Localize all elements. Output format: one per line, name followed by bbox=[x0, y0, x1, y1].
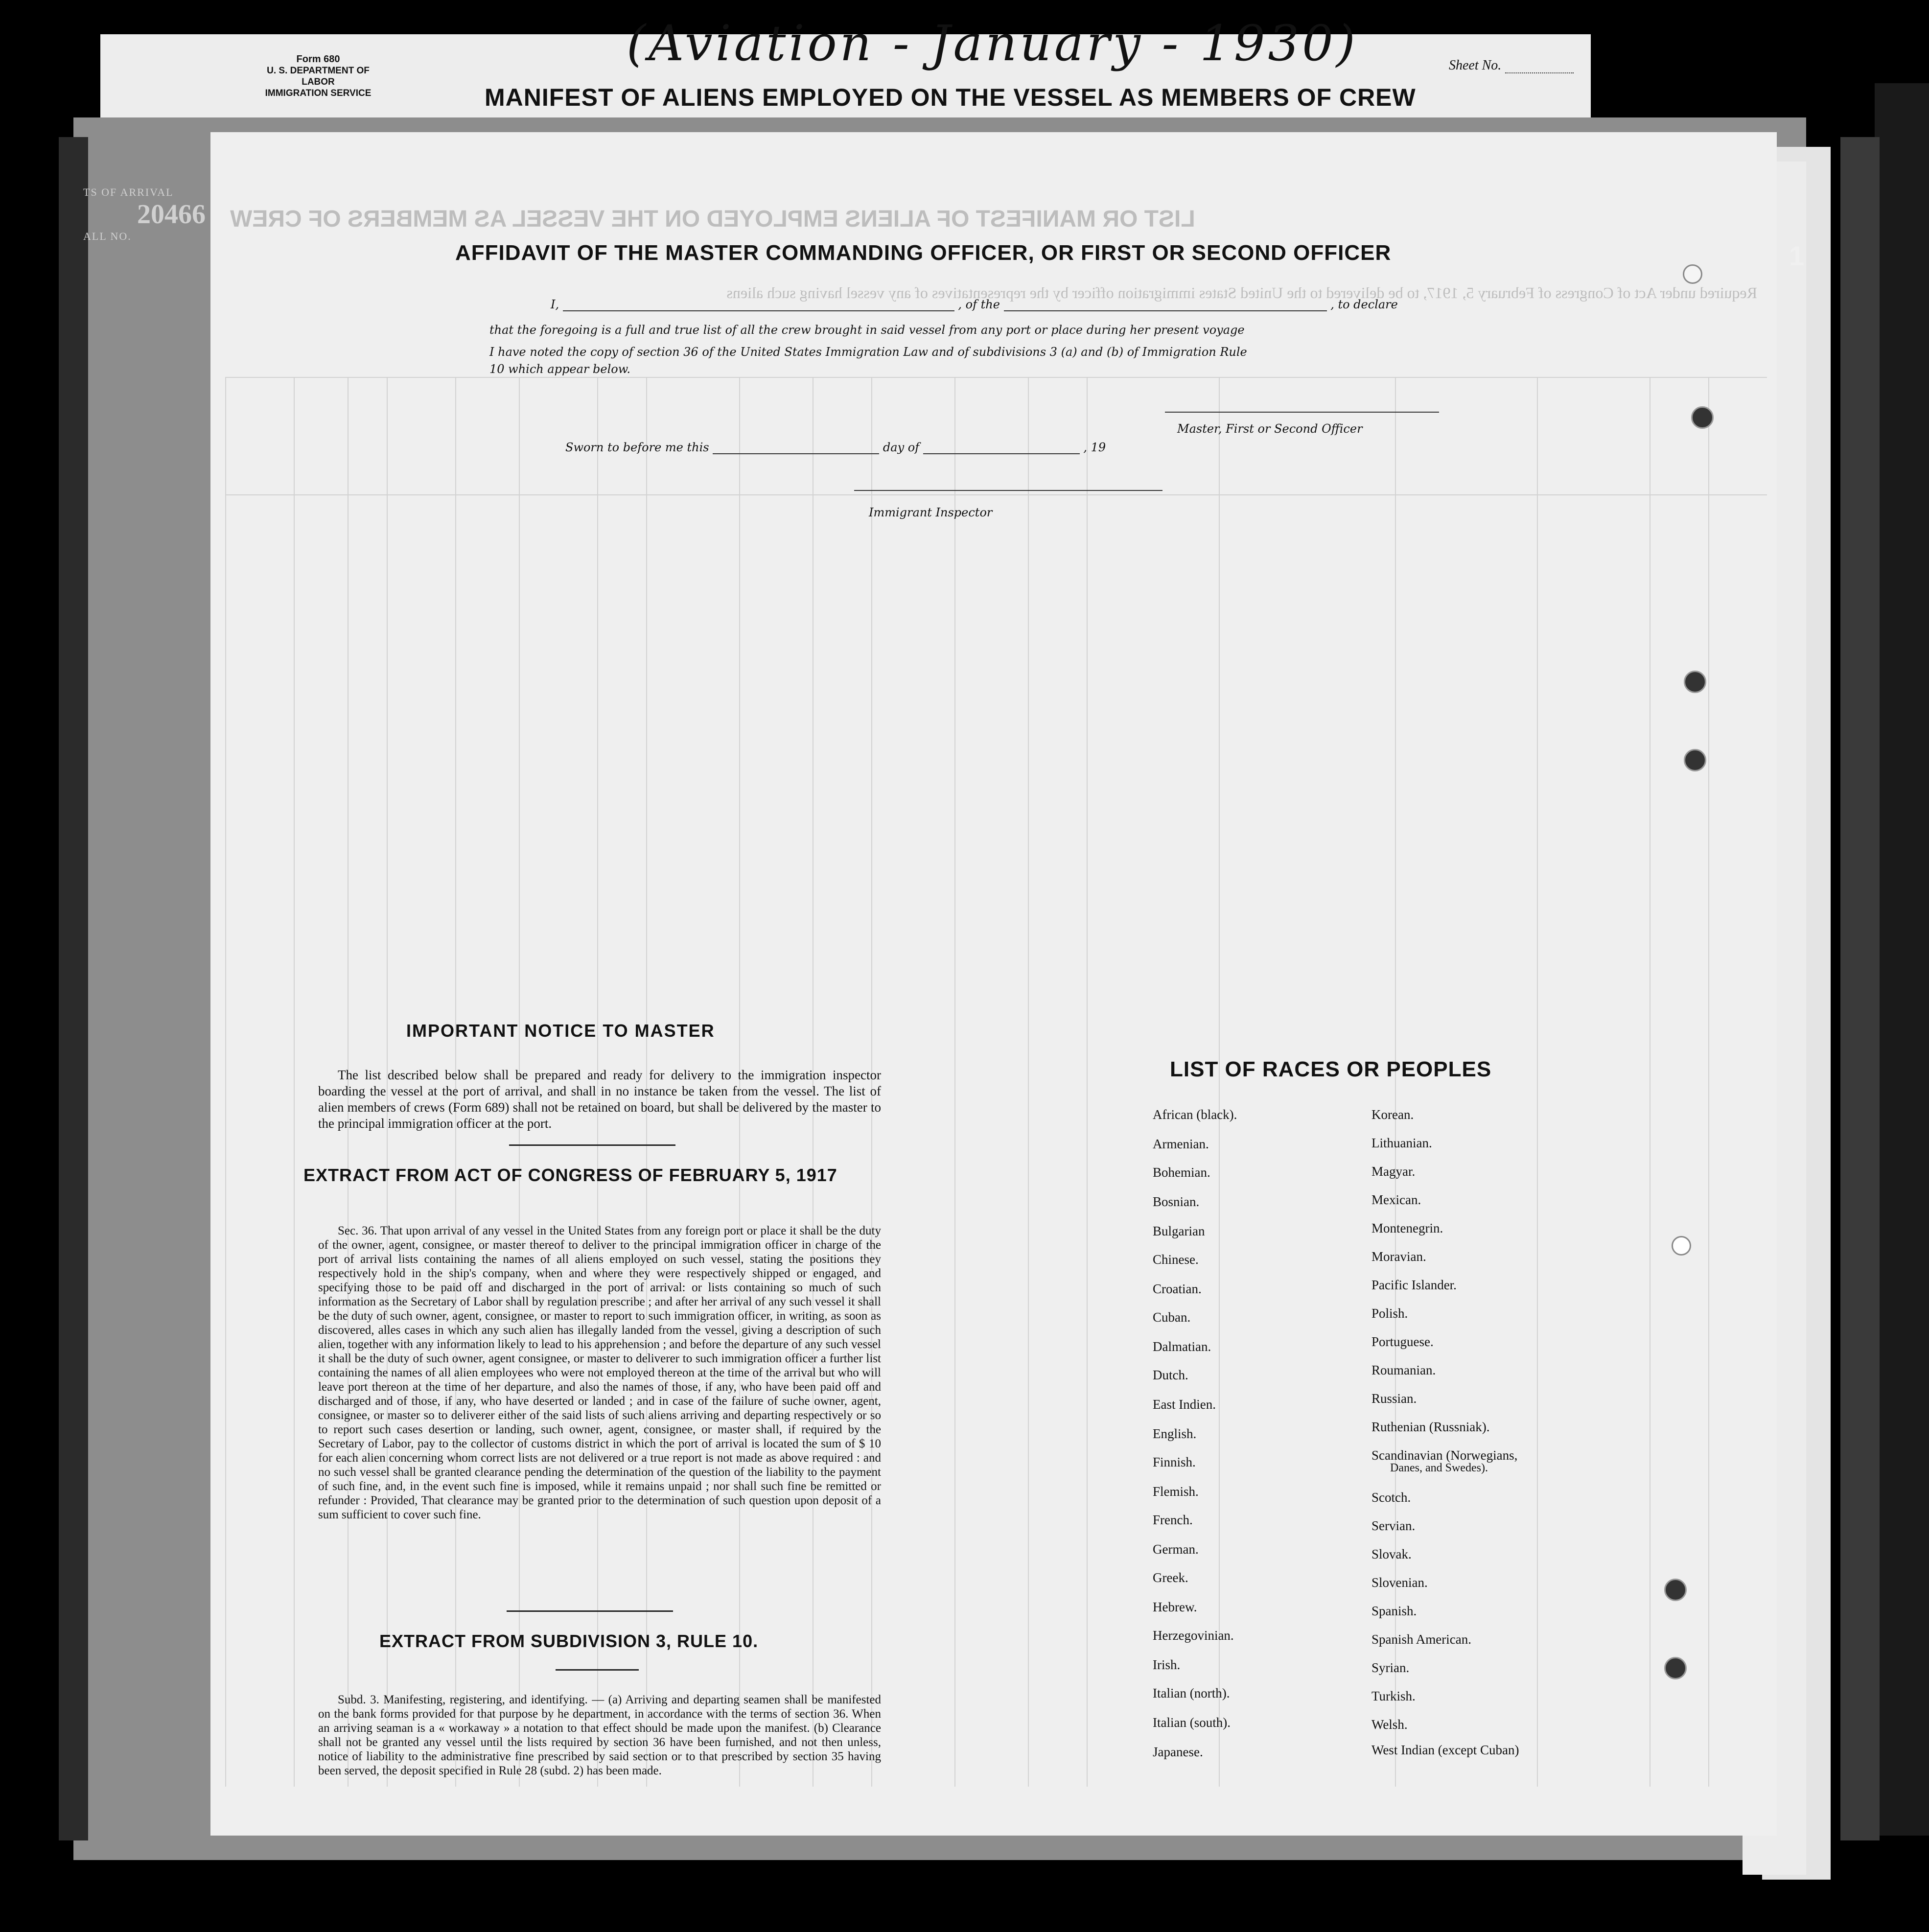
month-blank[interactable] bbox=[923, 443, 1080, 454]
right-edge-strip-inner bbox=[1840, 137, 1880, 1840]
extract-act-text: Sec. 36. That upon arrival of any vessel in the United States from any foreign port or place it shall be the duty of the owner, agent, consignee, or master thereof to deliver to the principal immigration officer in charge of the port of arrival lists containing the names of all aliens employed on such vessel, stating the positions they respectively hold in the ship's company, when and where they were respectively shipped or engaged, and specifying those to be paid off and discharged in the port of arrival: or lists containing so much of such information as the Secretary of Labor shall by regulation prescribe ; and after her arrival of any such vessel it shall be the duty of such owner, agent, consignee, or master to report to such immigration officer, in writing, as soon as discovered, alles cases in which any such alien has illegally landed from the vessel, giving a description of such alien, together with any information likely to lead to his apprehension ; and before the departure of any such vessel it shall be the duty of such owner, agent consignee, or master to deliverer to such immigration officer a further list containing the names of all alien employees who were not employed thereon at the time of the arrival but who will leave port thereon at the time of her departure, and also the names of those, if any, who have been paid off and discharged and of those, if any, who have deserted or landed ; and in case of the failure of suche owner, agent, consignee, or master so to deliverer either of the said lists of such aliens arriving and departing respectively or so to report such cases desertion or landing, such owner, agent, consignee, or master shall, if required by the Secretary of Labor, pay to the collector of customs district in which the port of arrival is located the sum of $ 10 for each alien concerning whom correct lists are not delivered or a true report is not made as above required : and no such vessel shall be granted clearance pending the determination of the question of the liability to the payment of such fine, and, in the event such fine is imposed, while it remains unpaid ; nor shall such fine be remitted or refunder : Provided, That clearance may be granted prior to the determination of such question upon deposit of a sum sufficient to cover such fine. bbox=[318, 1224, 881, 1521]
day-of-label: day of bbox=[883, 441, 920, 454]
race-item: Spanish. bbox=[1371, 1604, 1417, 1618]
race-item: Lithuanian. bbox=[1371, 1136, 1432, 1150]
side-number: 1 bbox=[1789, 240, 1805, 271]
race-item: Roumanian. bbox=[1371, 1363, 1436, 1377]
binder-hole bbox=[1664, 1579, 1687, 1601]
extract-rule-text: Subd. 3. Manifesting, registering, and identifying. — (a) Arriving and departing seamen shall be manifested on the bank forms provided for that purpose by he department, in accordance with the terms of section 36. When an arriving seaman is a « workaway » a notation to that effect should be made upon the manifest. (b) Clearance shall not be granted any vessel until the lists required by section 36 have been furnished, and not then unless, notice of liability to the administrative fine prescribed by said section or to that prescribed by section 35 having been served, the deposit specified in Rule 28 (subd. 2) has been made. bbox=[318, 1693, 881, 1777]
race-item: Montenegrin. bbox=[1371, 1221, 1443, 1235]
of-the-label: , of the bbox=[958, 298, 1000, 311]
master-sig-label: Master, First or Second Officer bbox=[1177, 422, 1363, 436]
ghost-required-text: Required under Act of Congress of February 5, 1917, to be delivered to the United States immigration officer by the representatives of any vessel having such aliens bbox=[726, 284, 1757, 302]
notice-text: The list described below shall be prepared and ready for delivery to the immigration inspector boarding the vessel at the port of arrival, and shall in no instance be taken from the vessel. The list of alien members of crews (Form 689) shall not be retained on board, but shall be delivered by the master to the principal immigration officer at the port. bbox=[318, 1068, 881, 1131]
race-item: Dalmatian. bbox=[1153, 1339, 1211, 1354]
race-item: Portuguese. bbox=[1371, 1334, 1434, 1349]
affidavit-line-3: I have noted the copy of section 36 of the United States Immigration Law and of subdivisions 3 (a) and (b) of Immigration Rule bbox=[489, 345, 1247, 359]
race-item: Greek. bbox=[1153, 1570, 1188, 1585]
races-title: LIST OF RACES OR PEOPLES bbox=[1170, 1057, 1492, 1081]
left-edge-strip bbox=[59, 137, 88, 1840]
extract-rule-title: EXTRACT FROM SUBDIVISION 3, RULE 10. bbox=[379, 1631, 759, 1651]
year-label: , 19 bbox=[1083, 441, 1106, 454]
to-declare-label: , to declare bbox=[1330, 298, 1398, 311]
race-item: Italian (south). bbox=[1153, 1715, 1231, 1730]
race-item: Danes, and Swedes). bbox=[1390, 1462, 1488, 1474]
race-item: Russian. bbox=[1371, 1391, 1417, 1406]
race-item: French. bbox=[1153, 1513, 1193, 1527]
affidavit-line-4: 10 which appear below. bbox=[489, 362, 631, 376]
race-item: Japanese. bbox=[1153, 1745, 1203, 1759]
ghost-list-title: LIST OR MANIFEST OF ALIENS EMPLOYED ON THE VESSEL AS MEMBERS OF CREW bbox=[230, 206, 1195, 232]
race-item: Scotch. bbox=[1371, 1490, 1411, 1505]
sworn-label: Sworn to before me this bbox=[565, 441, 709, 454]
race-item: Bulgarian bbox=[1153, 1224, 1205, 1238]
race-item: Bohemian. bbox=[1153, 1165, 1210, 1180]
race-item: Polish. bbox=[1371, 1306, 1408, 1321]
master-sig-line[interactable] bbox=[1165, 399, 1439, 413]
race-item: Mexican. bbox=[1371, 1192, 1421, 1207]
race-item: Flemish. bbox=[1153, 1484, 1199, 1499]
race-item: Servian. bbox=[1371, 1518, 1416, 1533]
i-label: I, bbox=[551, 298, 559, 311]
race-item: Finnish. bbox=[1153, 1455, 1196, 1469]
stamp-line3: ALL NO. bbox=[83, 230, 132, 242]
race-item: Hebrew. bbox=[1153, 1600, 1197, 1614]
vessel-blank[interactable] bbox=[1004, 301, 1327, 311]
stamp-number: 20466 bbox=[137, 199, 206, 230]
race-item: Croatian. bbox=[1153, 1281, 1202, 1296]
handwritten-note: (Aviation - January - 1930) bbox=[627, 15, 1358, 72]
race-item: English. bbox=[1153, 1426, 1197, 1441]
race-item: Armenian. bbox=[1153, 1137, 1209, 1151]
back-form-header bbox=[255, 54, 382, 99]
race-item: West Indian (except Cuban) bbox=[1371, 1743, 1519, 1757]
punch-hole bbox=[1672, 1236, 1691, 1256]
race-item: African (black). bbox=[1153, 1107, 1237, 1122]
sheet-no-line bbox=[1505, 72, 1574, 73]
race-item: German. bbox=[1153, 1542, 1199, 1557]
race-item: Ruthenian (Russniak). bbox=[1371, 1420, 1490, 1434]
stamp-line1: TS OF ARRIVAL bbox=[83, 186, 174, 198]
race-item: Spanish American. bbox=[1371, 1632, 1471, 1647]
race-item: Bosnian. bbox=[1153, 1194, 1200, 1209]
affidavit-title: AFFIDAVIT OF THE MASTER COMMANDING OFFICER, OR FIRST OR SECOND OFFICER bbox=[455, 241, 1392, 265]
binder-hole bbox=[1691, 406, 1714, 429]
punch-hole bbox=[1683, 264, 1702, 284]
day-blank[interactable] bbox=[713, 443, 879, 454]
sworn-line bbox=[565, 441, 1106, 454]
race-item: Herzegovinian. bbox=[1153, 1628, 1234, 1643]
divider-3 bbox=[556, 1669, 639, 1671]
form-number: Form 680 bbox=[296, 54, 340, 65]
binder-hole bbox=[1684, 749, 1706, 771]
divider-1 bbox=[509, 1144, 675, 1146]
race-item: Scandinavian (Norwegians, bbox=[1371, 1448, 1518, 1463]
back-form-title: MANIFEST OF ALIENS EMPLOYED ON THE VESSEL AS MEMBERS OF CREW bbox=[485, 84, 1416, 111]
service: IMMIGRATION SERVICE bbox=[265, 88, 372, 98]
inspector-sig-line[interactable] bbox=[854, 477, 1162, 491]
name-blank[interactable] bbox=[563, 301, 954, 311]
race-item: East Indien. bbox=[1153, 1397, 1216, 1412]
divider-2 bbox=[507, 1610, 673, 1612]
race-item: Magyar. bbox=[1371, 1164, 1416, 1179]
race-item: Korean. bbox=[1371, 1107, 1414, 1122]
binder-hole bbox=[1664, 1657, 1687, 1679]
race-item: Moravian. bbox=[1371, 1249, 1426, 1264]
race-item: Italian (north). bbox=[1153, 1686, 1230, 1700]
inspector-label: Immigrant Inspector bbox=[869, 506, 993, 519]
race-item: Irish. bbox=[1153, 1657, 1181, 1672]
notice-title: IMPORTANT NOTICE TO MASTER bbox=[406, 1021, 715, 1041]
race-item: Cuban. bbox=[1153, 1310, 1191, 1325]
sheet-no-label: Sheet No. bbox=[1449, 58, 1502, 73]
race-item: Slovak. bbox=[1371, 1547, 1412, 1561]
race-item: Turkish. bbox=[1371, 1689, 1416, 1703]
extract-act-title: EXTRACT FROM ACT OF CONGRESS OF FEBRUARY 5, 1917 bbox=[303, 1165, 837, 1185]
affidavit-line-2: that the foregoing is a full and true list of all the crew brought in said vessel from any port or place during her present voyage bbox=[489, 323, 1245, 337]
race-item: Syrian. bbox=[1371, 1660, 1410, 1675]
race-item: Dutch. bbox=[1153, 1368, 1188, 1382]
department: U. S. DEPARTMENT OF LABOR bbox=[267, 66, 370, 87]
right-edge-strip bbox=[1875, 83, 1929, 1836]
binder-hole bbox=[1684, 671, 1706, 693]
race-item: Slovenian. bbox=[1371, 1575, 1428, 1590]
race-item: Pacific Islander. bbox=[1371, 1278, 1457, 1292]
affidavit-line-1 bbox=[551, 298, 1398, 311]
race-item: Welsh. bbox=[1371, 1717, 1408, 1732]
race-item: Chinese. bbox=[1153, 1252, 1199, 1267]
arrival-stamp bbox=[83, 186, 215, 242]
